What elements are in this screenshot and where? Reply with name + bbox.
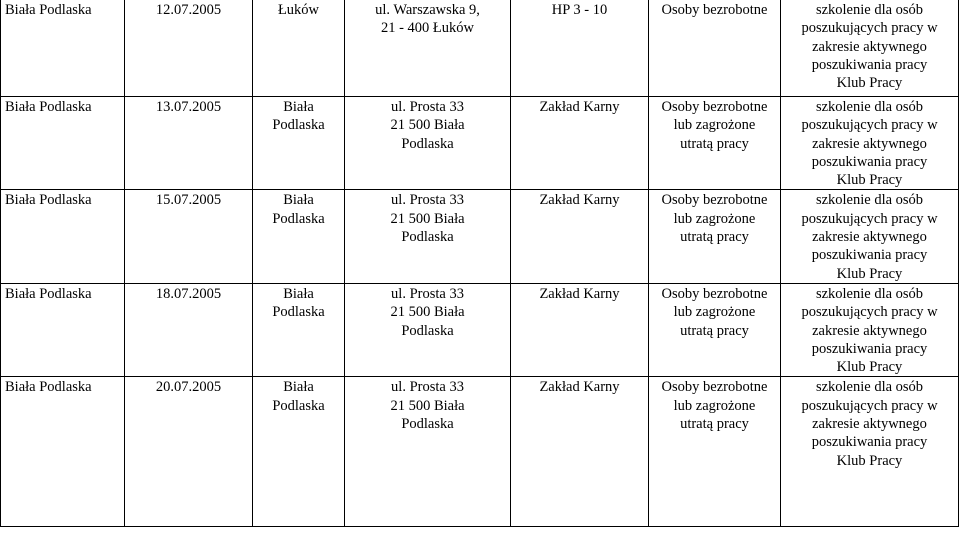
cell-place	[253, 283, 345, 376]
cell-organizer	[511, 377, 649, 527]
cell-address-line: 21 500 Biała	[390, 397, 465, 414]
cell-organizer	[511, 0, 649, 97]
cell-place	[253, 0, 345, 97]
cell-address-line: 21 500 Biała	[390, 210, 465, 227]
cell-address-line: ul. Prosta 33	[391, 192, 464, 209]
cell-city-text: Biała Podlaska	[5, 192, 92, 209]
cell-date	[125, 97, 253, 190]
cell-topic	[781, 283, 959, 376]
cell-topic-line: Klub Pracy	[836, 359, 903, 376]
cell-organizer-text: Zakład Karny	[539, 379, 620, 396]
cell-place	[253, 377, 345, 527]
cell-city-text: Biała Podlaska	[5, 379, 92, 396]
cell-topic-line: poszukujących pracy w	[801, 210, 938, 227]
cell-organizer-text: Zakład Karny	[539, 285, 620, 302]
cell-address-line: 21 500 Biała	[390, 304, 465, 321]
cell-date-text: 12.07.2005	[155, 2, 222, 18]
cell-date	[125, 377, 253, 527]
cell-city-text: Biała Podlaska	[5, 99, 92, 115]
cell-city	[1, 377, 125, 527]
cell-topic-line: zakresie aktywnego	[812, 416, 927, 433]
cell-audience-line: Osoby bezrobotne	[661, 99, 768, 115]
cell-address	[345, 377, 511, 527]
cell-topic-line: poszukiwania pracy	[811, 434, 928, 451]
cell-topic	[781, 97, 959, 190]
cell-topic-line: poszukujących pracy w	[801, 304, 938, 321]
cell-address-line: Podlaska	[401, 135, 454, 152]
cell-topic-line: zakresie aktywnego	[812, 135, 927, 152]
table-row	[1, 190, 959, 283]
cell-topic-line: poszukiwania pracy	[811, 340, 928, 357]
table-row	[1, 377, 959, 527]
cell-address-line: ul. Prosta 33	[391, 99, 464, 115]
cell-date	[125, 190, 253, 283]
cell-address-line: ul. Prosta 33	[391, 379, 464, 396]
cell-audience	[649, 190, 781, 283]
cell-organizer-text: Zakład Karny	[539, 192, 620, 209]
cell-address-line: 21 500 Biała	[390, 117, 465, 134]
cell-topic-line: szkolenie dla osób	[815, 99, 924, 115]
cell-topic-line: poszukiwania pracy	[811, 153, 928, 170]
cell-topic-line: zakresie aktywnego	[812, 229, 927, 246]
cell-topic-line: Klub Pracy	[836, 452, 903, 469]
cell-topic-line: Klub Pracy	[836, 265, 903, 282]
cell-audience-line: lub zagrożone	[673, 397, 756, 414]
cell-topic	[781, 190, 959, 283]
cell-place-line: Biała	[283, 192, 314, 209]
cell-topic-line: Klub Pracy	[836, 172, 903, 189]
cell-audience-line: utratą pracy	[680, 322, 749, 339]
cell-place-line: Podlaska	[272, 117, 325, 134]
cell-city-text: Biała Podlaska	[5, 285, 92, 302]
cell-address	[345, 283, 511, 376]
cell-address-line: Podlaska	[401, 322, 454, 339]
cell-place-line: Biała	[283, 379, 314, 396]
cell-topic-line: poszukujących pracy w	[801, 20, 938, 37]
table-row	[1, 0, 959, 97]
cell-audience	[649, 0, 781, 97]
cell-city-text: Biała Podlaska	[5, 2, 92, 18]
cell-audience-line: utratą pracy	[680, 416, 749, 433]
cell-audience-line: Osoby bezrobotne	[661, 379, 768, 396]
cell-topic-line: poszukujących pracy w	[801, 117, 938, 134]
cell-topic-line: poszukiwania pracy	[811, 247, 928, 264]
cell-address-line: ul. Warszawska 9,	[375, 2, 480, 18]
cell-topic-line: szkolenie dla osób	[815, 192, 924, 209]
cell-place-line: Podlaska	[272, 397, 325, 414]
cell-date-text: 20.07.2005	[155, 379, 222, 396]
cell-address-line: 21 - 400 Łuków	[380, 20, 475, 37]
cell-audience-line: Osoby bezrobotne	[661, 2, 768, 18]
cell-topic-line: szkolenie dla osób	[815, 379, 924, 396]
cell-city	[1, 283, 125, 376]
cell-audience-line: lub zagrożone	[673, 210, 756, 227]
cell-date-text: 15.07.2005	[155, 192, 222, 209]
cell-topic-line: Klub Pracy	[836, 75, 903, 92]
cell-date-text: 13.07.2005	[155, 99, 222, 115]
cell-place-line: Biała	[283, 99, 314, 115]
cell-audience	[649, 97, 781, 190]
cell-organizer	[511, 97, 649, 190]
table-row	[1, 283, 959, 376]
cell-audience-line: utratą pracy	[680, 135, 749, 152]
cell-organizer	[511, 283, 649, 376]
cell-topic-line: zakresie aktywnego	[812, 322, 927, 339]
cell-place-line: Łuków	[277, 2, 320, 18]
cell-audience-line: lub zagrożone	[673, 304, 756, 321]
table-row	[1, 97, 959, 190]
cell-organizer	[511, 190, 649, 283]
cell-topic-line: poszukiwania pracy	[811, 56, 928, 73]
cell-audience	[649, 377, 781, 527]
cell-address	[345, 97, 511, 190]
cell-audience-line: Osoby bezrobotne	[661, 285, 768, 302]
cell-topic-line: szkolenie dla osób	[815, 285, 924, 302]
cell-topic-line: zakresie aktywnego	[812, 38, 927, 55]
cell-audience	[649, 283, 781, 376]
cell-date	[125, 283, 253, 376]
cell-address-line: ul. Prosta 33	[391, 285, 464, 302]
cell-place-line: Podlaska	[272, 210, 325, 227]
cell-audience-line: Osoby bezrobotne	[661, 192, 768, 209]
cell-address-line: Podlaska	[401, 229, 454, 246]
cell-topic-line: poszukujących pracy w	[801, 397, 938, 414]
cell-audience-line: lub zagrożone	[673, 117, 756, 134]
cell-city	[1, 190, 125, 283]
cell-place	[253, 97, 345, 190]
cell-place	[253, 190, 345, 283]
cell-place-line: Podlaska	[272, 304, 325, 321]
cell-organizer-text: Zakład Karny	[539, 99, 620, 115]
cell-address	[345, 0, 511, 97]
cell-organizer-text: HP 3 - 10	[551, 2, 608, 18]
cell-city	[1, 0, 125, 97]
cell-topic	[781, 0, 959, 97]
cell-address	[345, 190, 511, 283]
cell-address-line: Podlaska	[401, 416, 454, 433]
cell-date	[125, 0, 253, 97]
cell-place-line: Biała	[283, 285, 314, 302]
cell-city	[1, 97, 125, 190]
cell-date-text: 18.07.2005	[155, 285, 222, 302]
cell-topic-line: szkolenie dla osób	[815, 2, 924, 18]
cell-audience-line: utratą pracy	[680, 229, 749, 246]
cell-topic	[781, 377, 959, 527]
